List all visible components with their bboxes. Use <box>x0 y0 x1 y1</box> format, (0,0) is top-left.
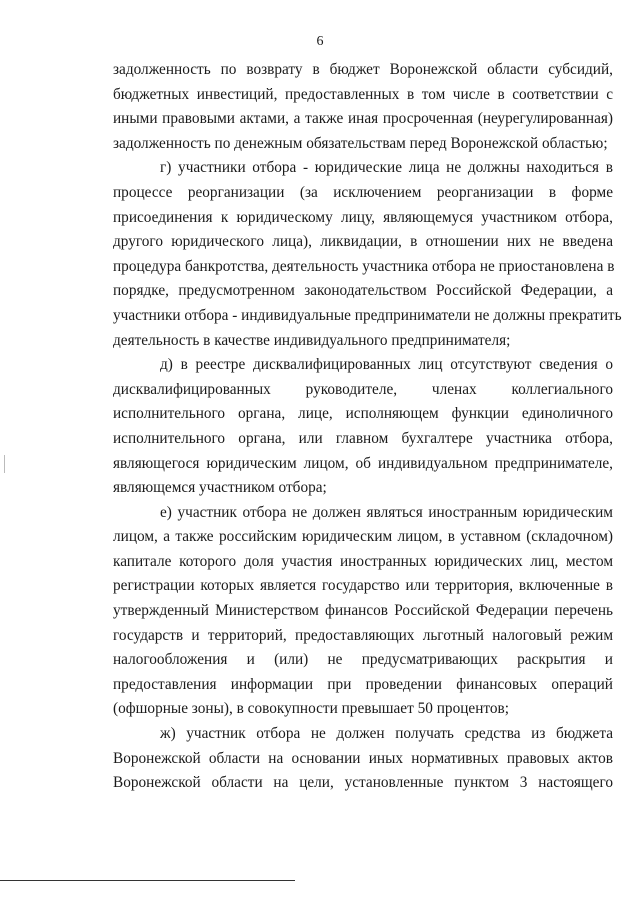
document-body <box>113 58 622 796</box>
footer-rule <box>0 880 295 881</box>
text-line: другого юридического лица), ликвидации, в отношении них не введена <box>113 233 613 251</box>
text-line: е) участник отбора не должен являться иностранным юридическим <box>160 503 613 521</box>
text-line: исполнительного органа, или главном бухгалтере участника отбора, <box>113 429 613 447</box>
text-line: присоединения к юридическому лицу, являющемуся участником отбора, <box>113 208 613 226</box>
text-line: д) в реестре дисквалифицированных лиц отсутствуют сведения о <box>160 356 613 374</box>
text-line: процедура банкротства, деятельность участника отбора не приостановлена в <box>113 257 615 275</box>
text-line: регистрации которых является государство или территория, включенные в <box>113 577 613 595</box>
text-line: задолженность по возврату в бюджет Воронежской области субсидий, <box>113 61 613 78</box>
text-line: порядке, предусмотренном законодательством Российской Федерации, а <box>113 282 613 300</box>
text-line: задолженность по денежным обязательствам перед Воронежской областью; <box>113 134 608 152</box>
text-line: являющемся участником отбора; <box>113 479 327 497</box>
text-line: процессе реорганизации (за исключением реорганизации в форме <box>113 183 613 201</box>
text-line: Воронежской области на цели, установленные пунктом 3 настоящего <box>113 774 613 792</box>
text-line: г) участники отбора - юридические лица не должны находиться в <box>160 159 613 177</box>
text-line: дисквалифицированных руководителе, членах коллегиального <box>113 380 613 398</box>
text-line: бюджетных инвестиций, предоставленных в том числе в соответствии с <box>113 85 613 103</box>
text-line: (офшорные зоны), в совокупности превышает 50 процентов; <box>113 700 509 718</box>
text-line: Воронежской области на основании иных нормативных правовых актов <box>113 749 613 767</box>
text-line: иными правовыми актами, а также иная просроченная (неурегулированная) <box>113 110 613 128</box>
text-line: налогообложения и (или) не предусматривающих раскрытия и <box>113 651 613 669</box>
text-line: являющегося юридическим лицом, об индивидуальном предпринимателе, <box>113 454 613 472</box>
text-line: ж) участник отбора не должен получать средства из бюджета <box>160 725 613 743</box>
text-line: капитале которого доля участия иностранных юридических лиц, местом <box>113 552 613 570</box>
text-line: деятельность в качестве индивидуального предпринимателя; <box>113 331 511 349</box>
margin-mark <box>4 455 5 473</box>
text-line: участники отбора - индивидуальные предприниматели не должны прекратить <box>113 306 622 324</box>
text-line: предоставления информации при проведении финансовых операций <box>113 675 613 693</box>
text-line: утвержденный Министерством финансов Российской Федерации перечень <box>113 602 613 620</box>
text-line: исполнительного органа, лице, исполняющем функции единоличного <box>113 405 613 423</box>
text-line: лицом, а также российским юридическим лицом, в уставном (складочном) <box>113 528 613 546</box>
text-line: государств и территорий, предоставляющих льготный налоговый режим <box>113 626 613 644</box>
page-number: 6 <box>316 34 324 49</box>
